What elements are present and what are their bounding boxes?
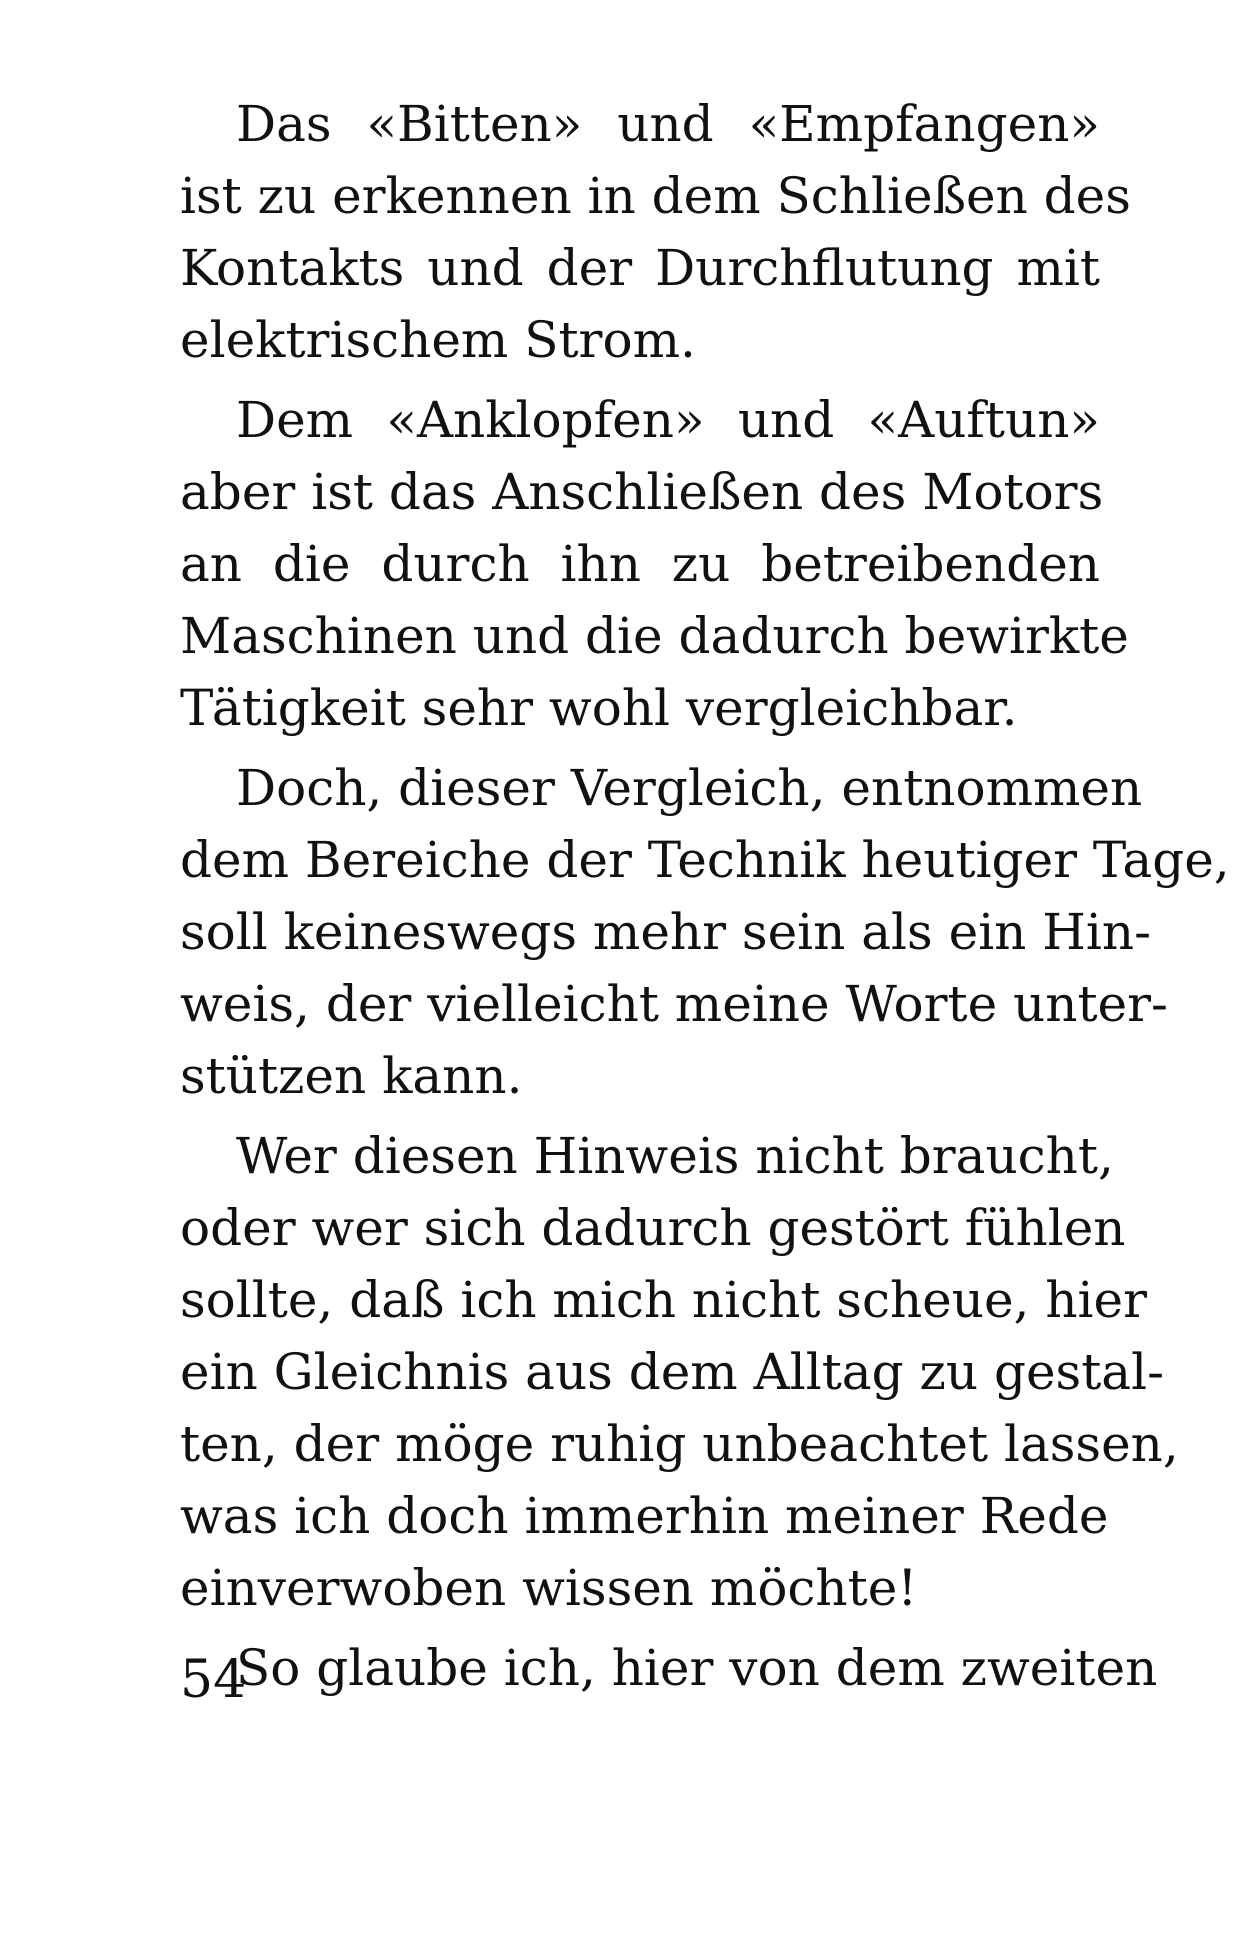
text-line: dem Bereiche der Technik heutiger Tage, <box>180 831 1230 889</box>
text-line: oder wer sich dadurch gestört fühlen <box>180 1199 1126 1257</box>
paragraph <box>180 1632 1158 1704</box>
text-line: stützen kann. <box>180 1047 523 1105</box>
paragraph <box>180 88 1131 376</box>
paragraph <box>180 1120 1179 1624</box>
text-line: Doch, dieser Vergleich, entnommen <box>236 759 1143 817</box>
text-line: So glaube ich, hier von dem zweiten <box>236 1639 1158 1697</box>
text-line: elektrischem Strom. <box>180 311 696 369</box>
text-line: Tätigkeit sehr wohl vergleichbar. <box>180 679 1018 737</box>
body-text <box>180 88 1230 1712</box>
text-line: sollte, daß ich mich nicht scheue, hier <box>180 1271 1148 1329</box>
text-line: ist zu erkennen in dem Schließen des <box>180 167 1131 225</box>
text-line: Wer diesen Hinweis nicht braucht, <box>236 1127 1114 1185</box>
text-line: an die durch ihn zu betreibenden <box>180 535 1100 593</box>
text-line: Kontakts und der Durchflutung mit <box>180 239 1100 297</box>
paragraph <box>180 752 1230 1112</box>
text-line: aber ist das Anschließen des Motors <box>180 463 1104 521</box>
text-line: Maschinen und die dadurch bewirkte <box>180 607 1129 665</box>
page-number: 54 <box>180 1650 247 1710</box>
text-line: Das «Bitten» und «Empfangen» <box>236 95 1100 153</box>
text-line: ein Gleichnis aus dem Alltag zu gestal- <box>180 1343 1164 1401</box>
text-line: was ich doch immerhin meiner Rede <box>180 1487 1109 1545</box>
paragraph <box>180 384 1129 744</box>
text-line: ten, der möge ruhig unbeachtet lassen, <box>180 1415 1179 1473</box>
text-line: einverwoben wissen möchte! <box>180 1559 918 1617</box>
text-line: Dem «Anklopfen» und «Auftun» <box>236 391 1100 449</box>
text-line: soll keineswegs mehr sein als ein Hin- <box>180 903 1151 961</box>
text-line: weis, der vielleicht meine Worte unter- <box>180 975 1168 1033</box>
